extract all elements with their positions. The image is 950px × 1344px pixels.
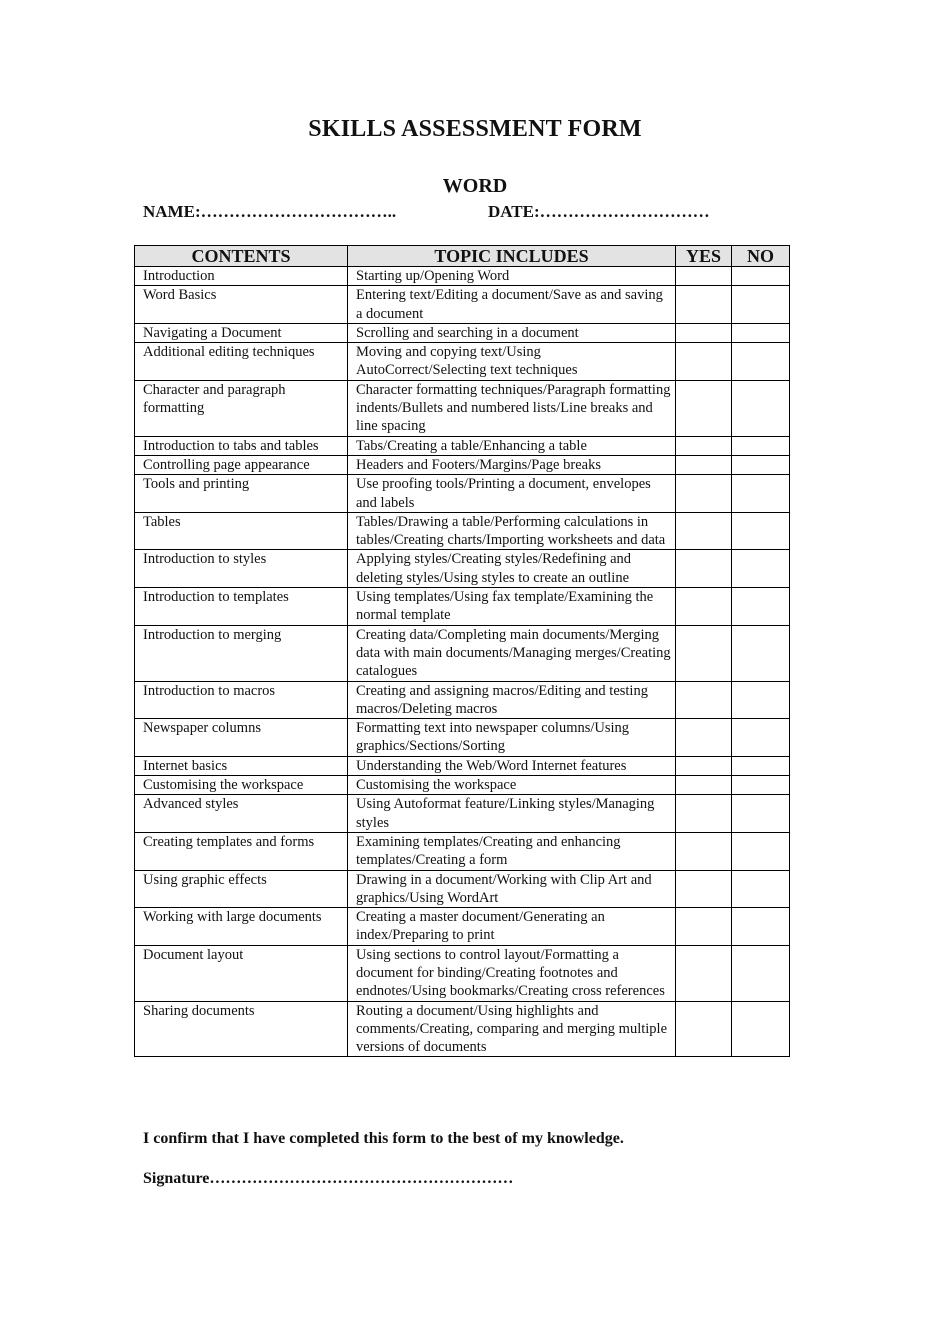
contents-cell: Introduction to styles: [135, 550, 348, 588]
yes-checkbox-cell[interactable]: [676, 286, 732, 324]
form-subtitle: WORD: [442, 175, 508, 197]
contents-cell: Tables: [135, 512, 348, 550]
table-row: [135, 267, 790, 286]
no-checkbox-cell[interactable]: [732, 625, 790, 681]
topic-cell: Headers and Footers/Margins/Page breaks: [348, 455, 676, 474]
contents-cell: Controlling page appearance: [135, 455, 348, 474]
topic-cell: Understanding the Web/Word Internet features: [348, 756, 676, 775]
contents-cell: Creating templates and forms: [135, 832, 348, 870]
table-row: [135, 1001, 790, 1057]
table-row: [135, 550, 790, 588]
table-row: [135, 756, 790, 775]
yes-checkbox-cell[interactable]: [676, 870, 732, 908]
no-checkbox-cell[interactable]: [732, 343, 790, 381]
no-checkbox-cell[interactable]: [732, 756, 790, 775]
topic-cell: Use proofing tools/Printing a document, envelopes and labels: [348, 475, 676, 513]
no-checkbox-cell[interactable]: [732, 776, 790, 795]
topic-cell: Tabs/Creating a table/Enhancing a table: [348, 436, 676, 455]
table-row: [135, 343, 790, 381]
table-row: [135, 625, 790, 681]
table-row: [135, 681, 790, 719]
no-checkbox-cell[interactable]: [732, 795, 790, 833]
no-checkbox-cell[interactable]: [732, 1001, 790, 1057]
no-checkbox-cell[interactable]: [732, 512, 790, 550]
table-row: [135, 795, 790, 833]
confirmation-statement: I confirm that I have completed this form to the best of my knowledge.: [143, 1130, 624, 1147]
contents-cell: Introduction to macros: [135, 681, 348, 719]
contents-cell: Additional editing techniques: [135, 343, 348, 381]
table-row: [135, 380, 790, 436]
no-checkbox-cell[interactable]: [732, 323, 790, 342]
table-row: [135, 588, 790, 626]
topic-cell: Creating a master document/Generating an index/Preparing to print: [348, 908, 676, 946]
topic-cell: Formatting text into newspaper columns/Using graphics/Sections/Sorting: [348, 719, 676, 757]
topic-cell: Customising the workspace: [348, 776, 676, 795]
yes-checkbox-cell[interactable]: [676, 776, 732, 795]
table-row: [135, 719, 790, 757]
topic-cell: Creating and assigning macros/Editing and testing macros/Deleting macros: [348, 681, 676, 719]
yes-checkbox-cell[interactable]: [676, 343, 732, 381]
yes-checkbox-cell[interactable]: [676, 625, 732, 681]
yes-checkbox-cell[interactable]: [676, 756, 732, 775]
table-row: [135, 512, 790, 550]
table-row: [135, 323, 790, 342]
contents-cell: Customising the workspace: [135, 776, 348, 795]
contents-cell: Newspaper columns: [135, 719, 348, 757]
topic-cell: Using templates/Using fax template/Examining the normal template: [348, 588, 676, 626]
header-no: NO: [732, 246, 790, 267]
no-checkbox-cell[interactable]: [732, 719, 790, 757]
table-row: [135, 870, 790, 908]
no-checkbox-cell[interactable]: [732, 550, 790, 588]
table-row: [135, 945, 790, 1001]
topic-cell: Character formatting techniques/Paragraph formatting indents/Bullets and numbered lists/Line breaks and line spacing: [348, 380, 676, 436]
form-title: SKILLS ASSESSMENT FORM: [308, 116, 642, 142]
topic-cell: Examining templates/Creating and enhancing templates/Creating a form: [348, 832, 676, 870]
signature-field[interactable]: Signature…………………………………………………: [143, 1170, 514, 1187]
table-row: [135, 908, 790, 946]
table-row: [135, 436, 790, 455]
header-yes: YES: [676, 246, 732, 267]
no-checkbox-cell[interactable]: [732, 945, 790, 1001]
topic-cell: Applying styles/Creating styles/Redefining and deleting styles/Using styles to create an outline: [348, 550, 676, 588]
yes-checkbox-cell[interactable]: [676, 267, 732, 286]
contents-cell: Introduction to merging: [135, 625, 348, 681]
topic-cell: Routing a document/Using highlights and comments/Creating, comparing and merging multiple versions of documents: [348, 1001, 676, 1057]
contents-cell: Document layout: [135, 945, 348, 1001]
header-contents: CONTENTS: [135, 246, 348, 267]
table-row: [135, 832, 790, 870]
yes-checkbox-cell[interactable]: [676, 945, 732, 1001]
contents-cell: Tools and printing: [135, 475, 348, 513]
no-checkbox-cell[interactable]: [732, 908, 790, 946]
contents-cell: Internet basics: [135, 756, 348, 775]
skills-table: [134, 245, 790, 1057]
contents-cell: Character and paragraph formatting: [135, 380, 348, 436]
yes-checkbox-cell[interactable]: [676, 455, 732, 474]
topic-cell: Tables/Drawing a table/Performing calculations in tables/Creating charts/Importing worksheets and data: [348, 512, 676, 550]
yes-checkbox-cell[interactable]: [676, 588, 732, 626]
yes-checkbox-cell[interactable]: [676, 1001, 732, 1057]
topic-cell: Moving and copying text/Using AutoCorrect/Selecting text techniques: [348, 343, 676, 381]
no-checkbox-cell[interactable]: [732, 455, 790, 474]
date-field[interactable]: DATE:…………………………: [488, 202, 710, 221]
yes-checkbox-cell[interactable]: [676, 908, 732, 946]
contents-cell: Working with large documents: [135, 908, 348, 946]
no-checkbox-cell[interactable]: [732, 286, 790, 324]
topic-cell: Scrolling and searching in a document: [348, 323, 676, 342]
no-checkbox-cell[interactable]: [732, 588, 790, 626]
header-topic-includes: TOPIC INCLUDES: [348, 246, 676, 267]
table-row: [135, 776, 790, 795]
topic-cell: Drawing in a document/Working with Clip Art and graphics/Using WordArt: [348, 870, 676, 908]
yes-checkbox-cell[interactable]: [676, 475, 732, 513]
yes-checkbox-cell[interactable]: [676, 512, 732, 550]
contents-cell: Navigating a Document: [135, 323, 348, 342]
yes-checkbox-cell[interactable]: [676, 719, 732, 757]
contents-cell: Word Basics: [135, 286, 348, 324]
yes-checkbox-cell[interactable]: [676, 795, 732, 833]
no-checkbox-cell[interactable]: [732, 870, 790, 908]
no-checkbox-cell[interactable]: [732, 267, 790, 286]
no-checkbox-cell[interactable]: [732, 832, 790, 870]
contents-cell: Introduction to tabs and tables: [135, 436, 348, 455]
table-row: [135, 475, 790, 513]
name-field[interactable]: NAME:……………………………..: [143, 202, 397, 221]
no-checkbox-cell[interactable]: [732, 436, 790, 455]
contents-cell: Introduction: [135, 267, 348, 286]
yes-checkbox-cell[interactable]: [676, 380, 732, 436]
contents-cell: Introduction to templates: [135, 588, 348, 626]
topic-cell: Starting up/Opening Word: [348, 267, 676, 286]
yes-checkbox-cell[interactable]: [676, 832, 732, 870]
topic-cell: Creating data/Completing main documents/Merging data with main documents/Managing merges/Creating catalogues: [348, 625, 676, 681]
contents-cell: Using graphic effects: [135, 870, 348, 908]
topic-cell: Entering text/Editing a document/Save as and saving a document: [348, 286, 676, 324]
table-row: [135, 455, 790, 474]
yes-checkbox-cell[interactable]: [676, 681, 732, 719]
skills-table-body: [135, 267, 790, 1057]
yes-checkbox-cell[interactable]: [676, 436, 732, 455]
yes-checkbox-cell[interactable]: [676, 323, 732, 342]
table-header-row: [135, 246, 790, 267]
yes-checkbox-cell[interactable]: [676, 550, 732, 588]
no-checkbox-cell[interactable]: [732, 681, 790, 719]
topic-cell: Using sections to control layout/Formatting a document for binding/Creating footnotes and endnotes/Using bookmarks/Creating cross references: [348, 945, 676, 1001]
topic-cell: Using Autoformat feature/Linking styles/Managing styles: [348, 795, 676, 833]
no-checkbox-cell[interactable]: [732, 475, 790, 513]
no-checkbox-cell[interactable]: [732, 380, 790, 436]
table-row: [135, 286, 790, 324]
contents-cell: Advanced styles: [135, 795, 348, 833]
contents-cell: Sharing documents: [135, 1001, 348, 1057]
